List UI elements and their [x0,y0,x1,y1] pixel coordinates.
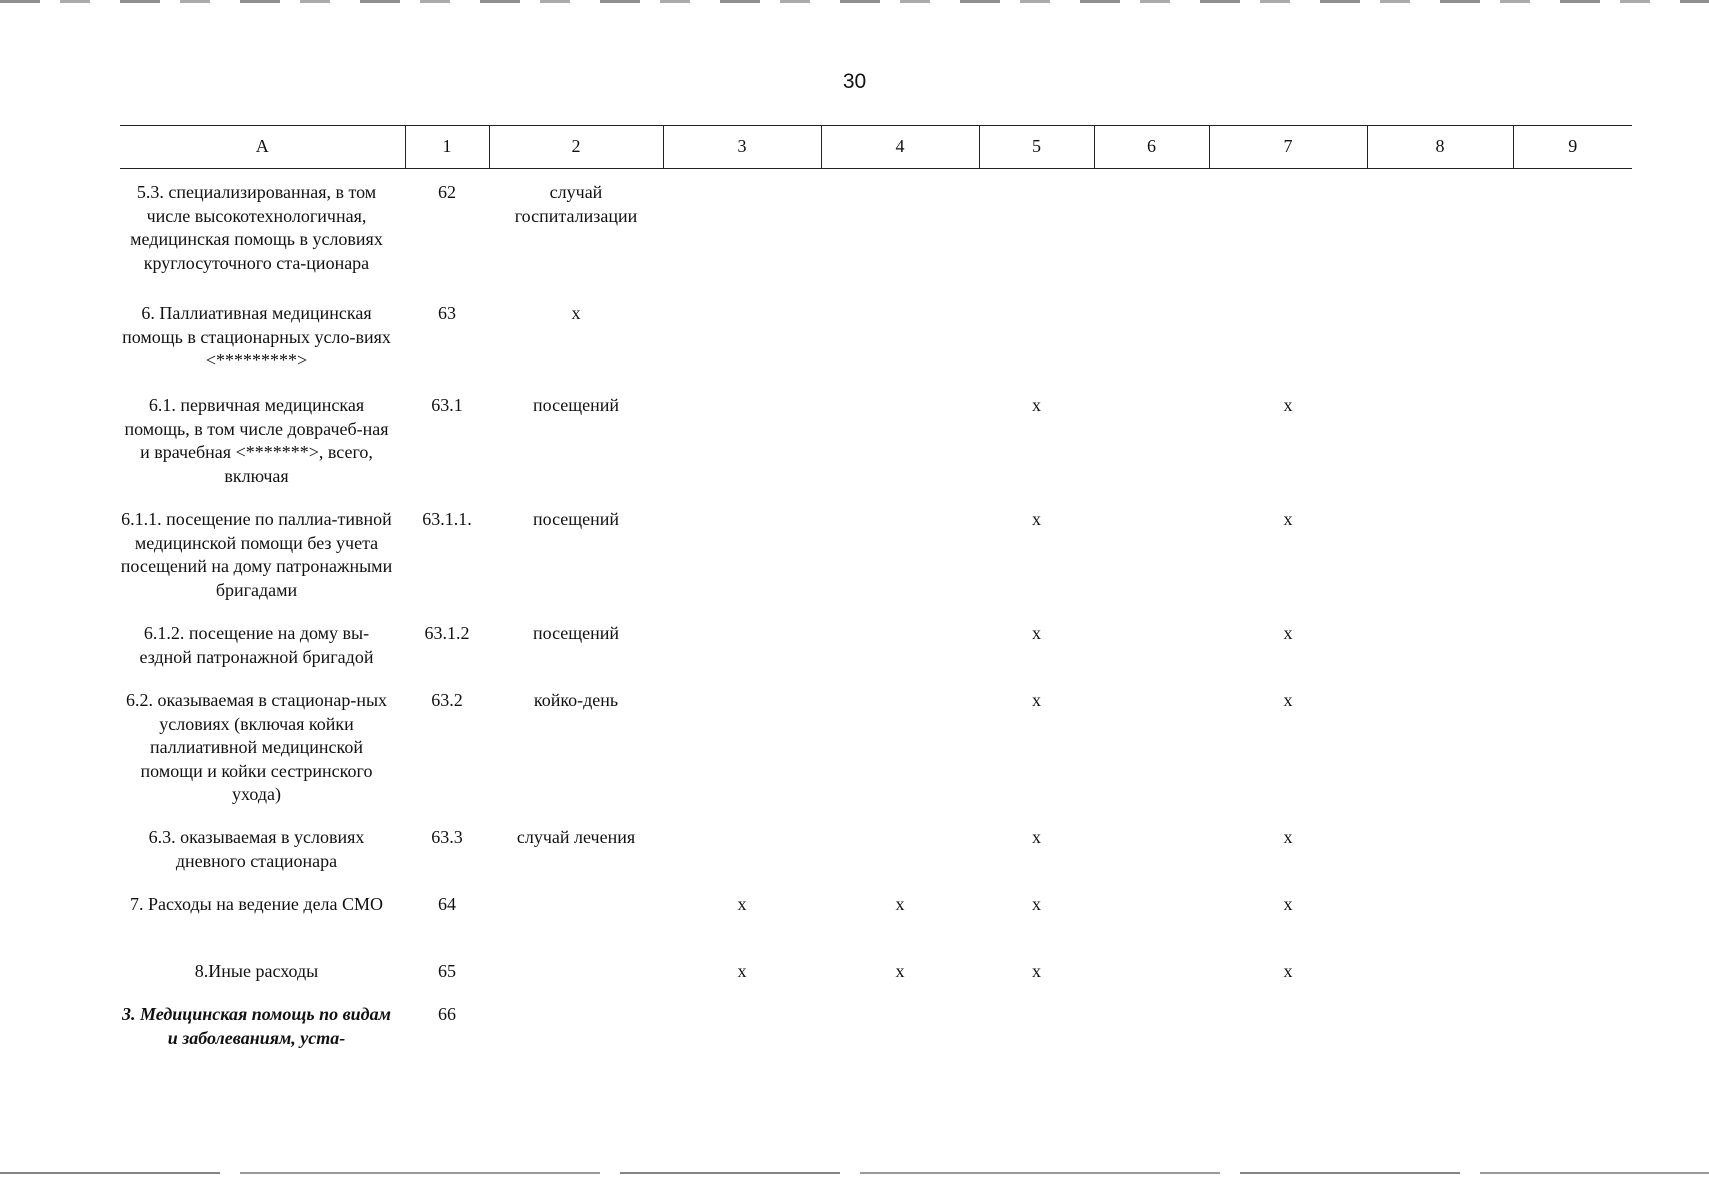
row-name-cell: 6.1. первичная медицинская помощь, в том числе доврачеб-ная и врачебная <*******>, всего, включая [124,395,389,486]
table-body [120,169,1632,1064]
col4-cell [821,508,979,622]
row-name-cell: 5.3. специализированная, в том числе высокотехнологичная, медицинская помощь в условиях круглосуточного ста-ционара [130,182,383,273]
row-unit-cell: случай лечения [516,827,636,847]
col6-cell [1094,302,1209,394]
column-header: 8 [1367,126,1513,169]
col4-cell [821,689,979,826]
col4-cell [821,394,979,508]
col9-cell [1513,169,1632,303]
col8-cell [1367,169,1513,303]
col9-cell [1513,622,1632,689]
col7-cell: х [1283,395,1293,415]
column-header: 2 [489,126,663,169]
col5-cell: х [1032,623,1041,643]
col6-cell [1094,689,1209,826]
col6-cell [1094,622,1209,689]
row-code-cell: 66 [438,1004,456,1024]
col5-cell [979,169,1094,303]
col9-cell [1513,508,1632,622]
column-header: A [120,126,405,169]
col4-cell [821,1003,979,1063]
col7-cell: х [1283,509,1293,529]
col3-cell [663,169,821,303]
col3-cell [663,394,821,508]
column-header: 4 [821,126,979,169]
column-header: 5 [979,126,1094,169]
row-unit-cell [489,893,663,960]
col8-cell [1367,689,1513,826]
header-row [120,126,1632,169]
col7-cell: х [1283,827,1293,847]
col8-cell [1367,1003,1513,1063]
table-row [120,302,1632,394]
col5-cell: х [1032,961,1041,981]
row-code-cell: 63.3 [431,827,463,847]
row-name-cell: 6.3. оказываемая в условиях дневного стационара [148,827,365,871]
row-name-cell: 8.Иные расходы [194,961,319,981]
col7-cell: х [1283,961,1293,981]
col8-cell [1367,960,1513,1003]
column-header: 9 [1513,126,1632,169]
col9-cell [1513,960,1632,1003]
table-row [120,508,1632,622]
col8-cell [1367,302,1513,394]
row-code-cell: 65 [438,961,456,981]
row-name-cell: 6.2. оказываемая в стационар-ных условиях (включая койки паллиативной медицинской помощи и койки сестринского ухода) [125,690,388,804]
col8-cell [1367,508,1513,622]
row-code-cell: 63.2 [431,690,463,710]
row-unit-cell [489,1003,663,1063]
col6-cell [1094,826,1209,893]
row-name-cell: 6.1.1. посещение по паллиа-тивной медицинской помощи без учета посещений на дому патронажными бригадами [120,509,393,600]
row-unit-cell: койко-день [533,690,619,710]
col5-cell: х [1032,690,1041,710]
col4-cell: х [895,961,905,981]
col3-cell [663,1003,821,1063]
col5-cell [979,302,1094,394]
col3-cell [663,622,821,689]
row-code-cell: 63.1.1. [422,509,472,529]
row-code-cell: 64 [438,894,456,914]
row-name-cell: 7. Расходы на ведение дела СМО [129,894,384,914]
col4-cell: х [895,894,905,914]
col8-cell [1367,826,1513,893]
col7-cell: х [1283,690,1293,710]
scan-edge-top [0,0,1709,3]
row-code-cell: 63.1.2 [424,623,470,643]
col4-cell [821,826,979,893]
col6-cell [1094,1003,1209,1063]
column-header: 7 [1209,126,1367,169]
column-header: 6 [1094,126,1209,169]
col3-cell: х [737,894,747,914]
col5-cell: х [1032,395,1041,415]
row-name-cell: 3. Медицинская помощь по видам и заболеваниям, уста- [122,1004,391,1048]
col6-cell [1094,508,1209,622]
row-code-cell: 62 [438,182,456,202]
column-header: 1 [405,126,489,169]
col3-cell [663,302,821,394]
scan-edge-bottom [0,1172,1709,1174]
row-unit-cell: случай госпитализации [514,182,638,226]
col4-cell [821,169,979,303]
col9-cell [1513,826,1632,893]
page-number: 30 [842,70,867,93]
col4-cell [821,302,979,394]
table-row [120,893,1632,960]
table-row [120,169,1632,303]
row-unit-cell: посещений [532,509,620,529]
col6-cell [1094,960,1209,1003]
table-row [120,394,1632,508]
col6-cell [1094,394,1209,508]
col9-cell [1513,394,1632,508]
data-table [120,125,1632,1063]
col9-cell [1513,1003,1632,1063]
col9-cell [1513,689,1632,826]
col5-cell: х [1032,827,1041,847]
row-unit-cell: посещений [532,623,620,643]
col4-cell [821,622,979,689]
col7-cell [1209,169,1367,303]
row-unit-cell [489,960,663,1003]
col5-cell: х [1032,894,1041,914]
row-name-cell: 6. Паллиативная медицинская помощь в стационарных усло-виях <*********> [122,303,391,370]
col6-cell [1094,893,1209,960]
col3-cell [663,508,821,622]
col9-cell [1513,302,1632,394]
col8-cell [1367,893,1513,960]
col8-cell [1367,394,1513,508]
table-row [120,622,1632,689]
row-unit-cell: посещений [532,395,620,415]
col7-cell: х [1283,894,1293,914]
col5-cell [979,1003,1094,1063]
col3-cell: х [737,961,747,981]
column-header: 3 [663,126,821,169]
row-code-cell: 63 [438,303,456,323]
table-row [120,960,1632,1003]
row-code-cell: 63.1 [431,395,463,415]
col7-cell [1209,1003,1367,1063]
col3-cell [663,826,821,893]
row-name-cell: 6.1.2. посещение на дому вы-ездной патронажной бригадой [139,623,374,667]
table-row [120,689,1632,826]
col6-cell [1094,169,1209,303]
col7-cell: х [1283,623,1293,643]
table-row [120,1003,1632,1063]
table-row [120,826,1632,893]
col7-cell [1209,302,1367,394]
col5-cell: х [1032,509,1041,529]
col3-cell [663,689,821,826]
row-unit-cell: х [571,303,581,323]
col8-cell [1367,622,1513,689]
col9-cell [1513,893,1632,960]
